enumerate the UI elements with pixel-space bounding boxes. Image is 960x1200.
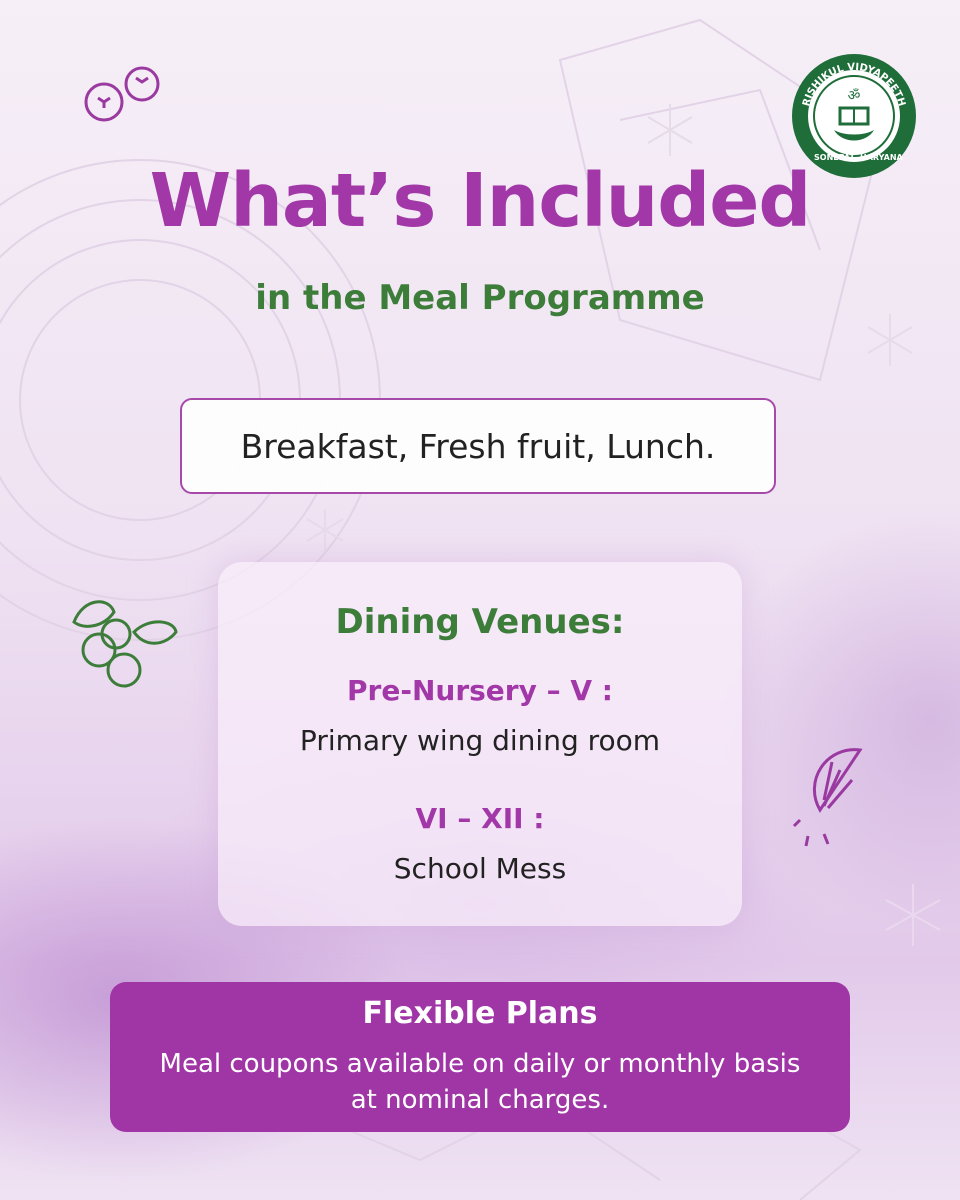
dining-venues-card (218, 562, 742, 926)
flexible-plans-title: Flexible Plans (362, 996, 598, 1031)
svg-text:ॐ: ॐ (847, 88, 861, 104)
snowflake-icon (640, 100, 700, 160)
orange-slice-icon (790, 740, 870, 860)
logo-place-left: SONEPAT (814, 153, 855, 162)
flexible-plans-banner (110, 982, 850, 1132)
meals-included-box (180, 398, 776, 494)
berries-leaves-icon (64, 592, 184, 692)
venue-level: VI – XII : (415, 802, 545, 835)
flexible-plans-description: Meal coupons available on daily or monthly basis at nominal charges. (159, 1049, 801, 1115)
page-subtitle: in the Meal Programme (255, 278, 705, 318)
snowflake-icon (878, 880, 948, 950)
blueberry-icon (80, 58, 170, 128)
snowflake-icon (860, 310, 920, 370)
venue-place: School Mess (393, 852, 567, 885)
page-title: What’s Included (149, 158, 811, 244)
snowflake-icon (300, 505, 350, 555)
venue-place: Primary wing dining room (299, 724, 661, 757)
logo-place-right: HARYANA (860, 153, 903, 162)
dining-venues-heading: Dining Venues: (335, 602, 625, 642)
meals-included-text: Breakfast, Fresh fruit, Lunch. (240, 426, 716, 466)
logo-name: RISHIKUL VIDYAPEETH (801, 61, 907, 108)
venue-level: Pre-Nursery – V : (347, 674, 613, 707)
